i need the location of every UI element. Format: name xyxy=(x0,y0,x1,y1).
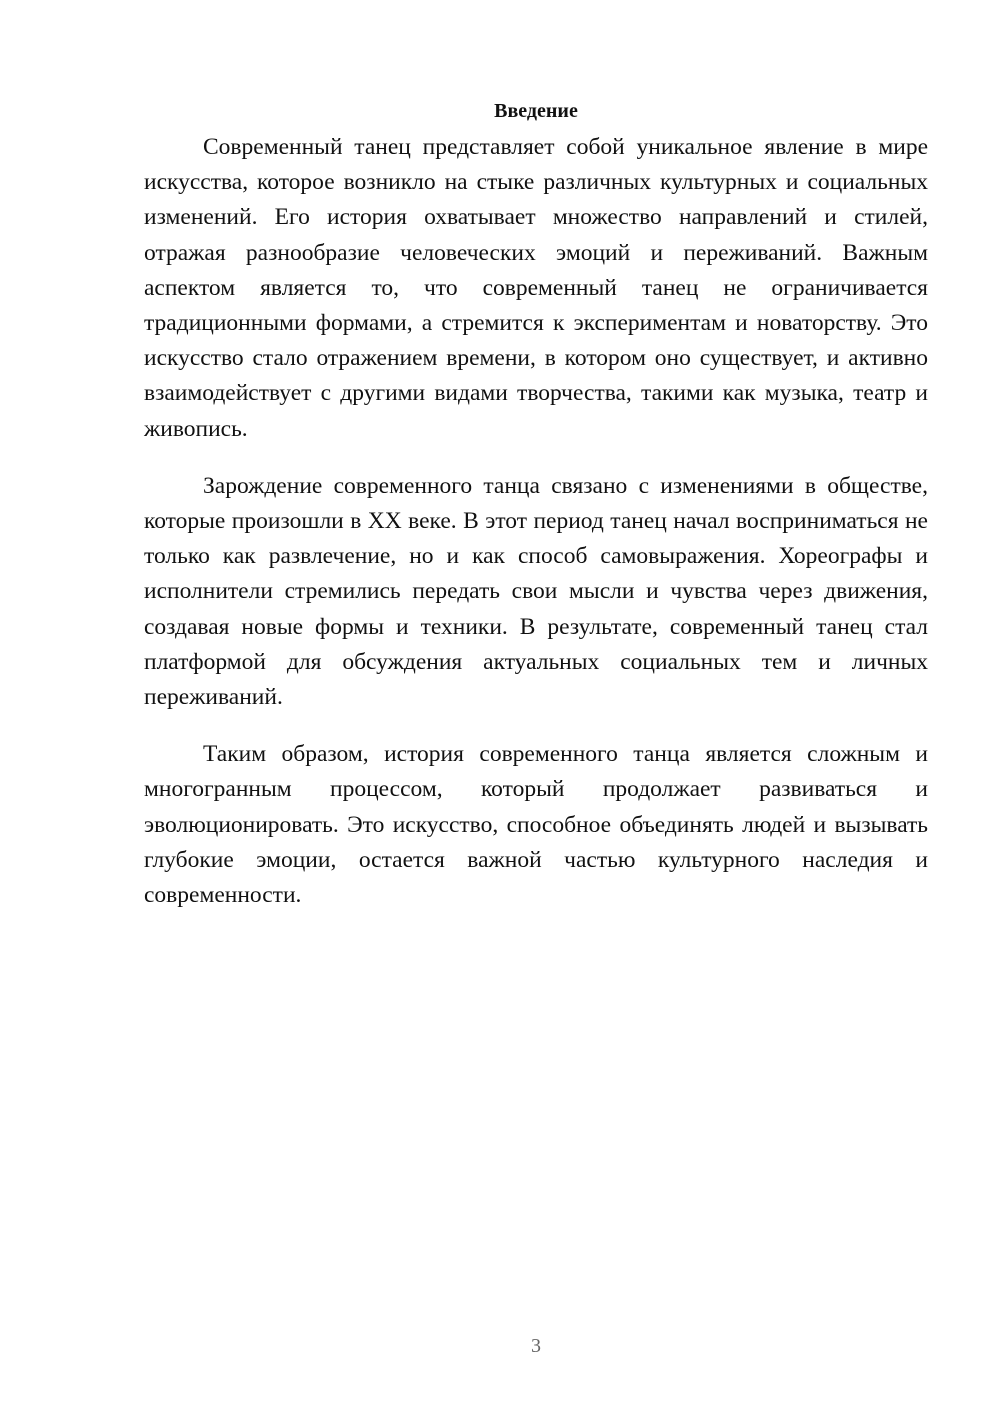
page-number: 3 xyxy=(531,1335,541,1357)
paragraph-3: Таким образом, история современного танца является сложным и многогранным процессом, который продолжает развиваться и эволюционировать. Это искусство, способное объединять людей и вызывать глубокие эмоции, остается важной частью культурного наследия и современности. xyxy=(144,741,928,909)
paragraph-1: Современный танец представляет собой уникальное явление в мире искусства, которое возникло на стыке различных культурных и социальных изменений. Его история охватывает множество направлений и стилей, отражая разнообразие человеческих эмоций и переживаний. Важным аспектом является то, что современный танец не ограничивается традиционными формами, а стремится к экспериментам и новаторству. Это искусство стало отражением времени, в котором оно существует, и активно взаимодействует с другими видами творчества, такими как музыка, театр и живопись. xyxy=(144,134,928,442)
paragraph-2: Зарождение современного танца связано с изменениями в обществе, которые произошли в XX веке. В этот период танец начал восприниматься не только как развлечение, но и как способ самовыражения. Хореографы и исполнители стремились передать свои мысли и чувства через движения, создавая новые формы и техники. В результате, современный танец стал платформой для обсуждения актуальных социальных тем и личных переживаний. xyxy=(144,472,928,711)
document-body xyxy=(144,96,928,935)
section-title: Введение xyxy=(494,100,578,122)
